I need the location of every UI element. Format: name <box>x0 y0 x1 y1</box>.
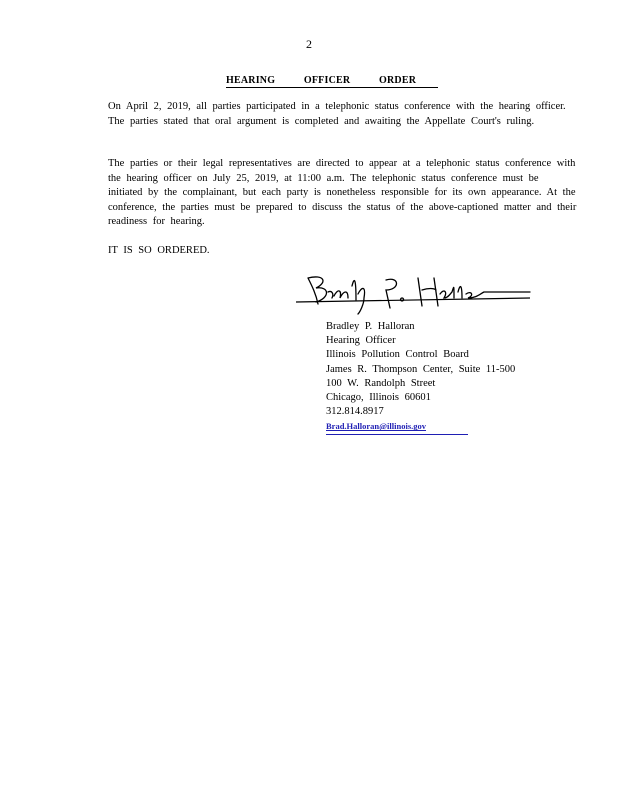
phone-number: 312.814.8917 <box>326 406 384 418</box>
signer-name: Bradley P. Halloran <box>326 321 415 332</box>
heading-word-1: HEARING <box>226 75 276 86</box>
signer-agency: Illinois Pollution Control Board <box>326 349 469 361</box>
heading-word-3: ORDER <box>379 75 417 86</box>
paragraph-directive: The parties or their legal representatives are directed to appear at a telephonic status conference with the hearing officer on July 25, 2019, at 11:00 a.m. The telephonic status conference must be initiated by the complainant, but each party is nonetheless responsible for its own appearance. At the conference, the parties must be prepared to discuss the status of the above-captioned matter and their readiness for hearing. <box>108 158 577 228</box>
signature-block <box>326 320 515 435</box>
page-number: 2 <box>306 37 312 51</box>
address-line-1: James R. Thompson Center, Suite 11-500 <box>326 363 516 375</box>
address-line-2: 100 W. Randolph Street <box>326 377 436 389</box>
email-link[interactable]: Brad.Halloran@illinois.gov <box>326 419 468 434</box>
paragraph-status-conference: On April 2, 2019, all parties participated in a telephonic status conference with the hearing officer. The parties stated that oral argument is completed and awaiting the Appellate Court's ruling. <box>108 101 566 127</box>
heading-word-2: OFFICER <box>303 75 351 86</box>
handwritten-signature <box>294 268 534 316</box>
signer-title: Hearing Officer <box>326 335 396 347</box>
city-line: Chicago, Illinois 60601 <box>326 392 431 404</box>
document-heading <box>226 75 438 88</box>
closing-statement: IT IS SO ORDERED. <box>108 245 210 256</box>
